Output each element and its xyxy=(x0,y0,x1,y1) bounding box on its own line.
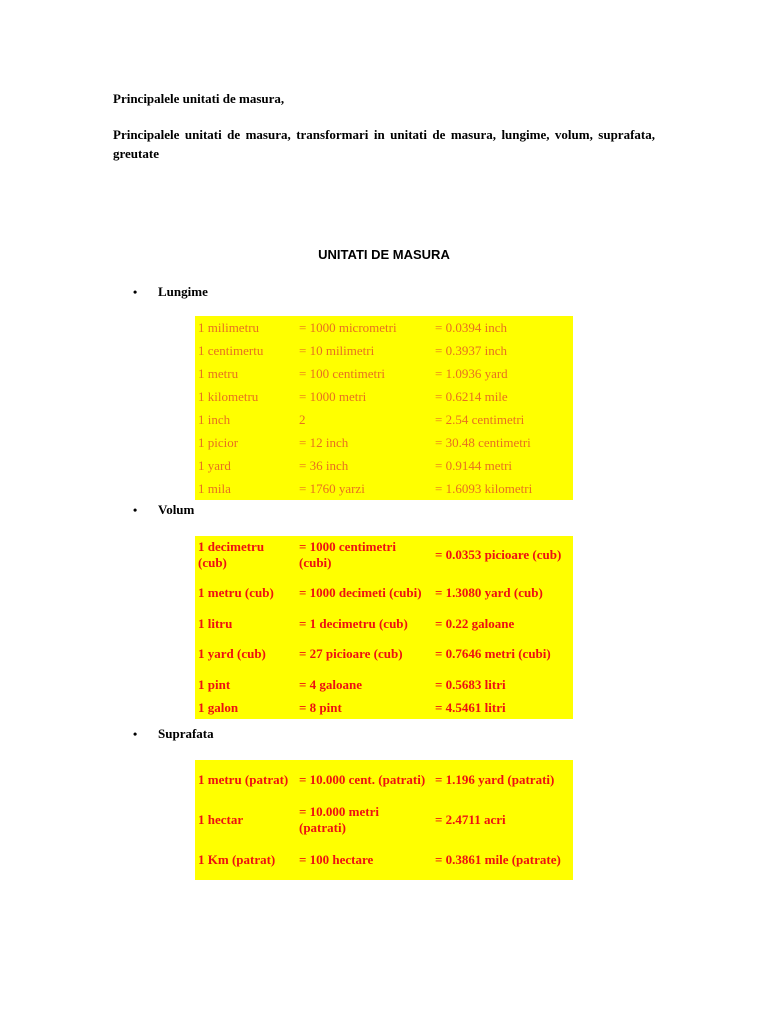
table-row xyxy=(195,477,573,500)
table-cell: 1 metru (cub) xyxy=(198,585,274,600)
table-row xyxy=(195,362,573,385)
table-cell: = 1.6093 kilometri xyxy=(435,480,533,496)
table-cell: = 1.3080 yard (cub) xyxy=(435,585,543,600)
table-cell: 1 pint xyxy=(198,676,231,692)
table-cell: 1 metru (patrat) xyxy=(198,772,289,787)
table-cell: 1 Km (patrat) xyxy=(198,852,276,867)
table-cell: 2 xyxy=(299,411,306,427)
table-cell: 1 yard xyxy=(198,457,231,473)
table-cell: 1 metru xyxy=(198,365,239,381)
table-cell: 1 picior xyxy=(198,434,239,450)
bullet-suprafata xyxy=(133,726,214,742)
table-cell: 1 hectar xyxy=(198,812,244,827)
table-cell: = 100 hectare xyxy=(299,852,374,867)
table-cell: = 4.5461 litri xyxy=(435,699,506,715)
table-cell: = 1000 metri xyxy=(299,388,367,404)
table-cell: 1 decimetru (cub) xyxy=(198,539,265,570)
table-row xyxy=(195,536,573,574)
table-cell: = 36 inch xyxy=(299,457,349,473)
table-row xyxy=(195,454,573,477)
table-cell: = 10.000 cent. (patrati) xyxy=(299,772,426,787)
table-row xyxy=(195,673,573,696)
table-cell: = 100 centimetri xyxy=(299,365,386,381)
table-cell: = 0.5683 litri xyxy=(435,676,506,692)
table-cell: = 4 galoane xyxy=(299,676,363,692)
table-volum xyxy=(195,536,573,719)
table-row xyxy=(195,431,573,454)
table-cell: = 2.54 centimetri xyxy=(435,411,525,427)
table-suprafata xyxy=(195,760,573,880)
document-title-line: Principalele unitati de masura, xyxy=(113,91,285,106)
table-cell: 1 galon xyxy=(198,699,239,715)
table-cell: = 1000 centimetri (cubi) xyxy=(299,539,396,570)
table-cell: = 0.3937 inch xyxy=(435,342,507,358)
table-cell: = 1 decimetru (cub) xyxy=(299,615,408,631)
table-row xyxy=(195,408,573,431)
table-cell: = 2.4711 acri xyxy=(435,812,506,827)
table-cell: 1 litru xyxy=(198,615,233,631)
table-cell: = 0.6214 mile xyxy=(435,388,508,404)
table-cell: = 0.0394 inch xyxy=(435,319,507,335)
bullet-lungime xyxy=(133,284,208,300)
bullet-label-volum: Volum xyxy=(158,502,195,517)
table-cell: 1 yard (cub) xyxy=(198,646,266,661)
table-cell: = 0.9144 metri xyxy=(435,457,513,473)
table-row xyxy=(195,840,573,880)
document-subtitle: Principalele unitati de masura, transformari in unitati de masura, lungime, volum, suprafata, greutate xyxy=(113,127,655,161)
table-cell: 1 mila xyxy=(198,480,231,496)
table-row xyxy=(195,696,573,719)
bullet-label-suprafata: Suprafata xyxy=(158,726,214,741)
bullet-volum xyxy=(133,502,194,518)
bullet-dot-icon: • xyxy=(133,284,138,299)
table-cell: 1 centimertu xyxy=(198,342,264,358)
table-row xyxy=(195,612,573,635)
table-cell: = 1.0936 yard xyxy=(435,365,508,381)
table-row xyxy=(195,760,573,800)
table-cell: = 1.196 yard (patrati) xyxy=(435,772,555,787)
table-cell: = 1760 yarzi xyxy=(299,480,365,496)
table-row xyxy=(195,316,573,339)
table-row xyxy=(195,339,573,362)
table-lungime xyxy=(195,316,573,500)
table-cell: = 10 milimetri xyxy=(299,342,375,358)
table-cell: 1 kilometru xyxy=(198,388,259,404)
table-cell: 1 inch xyxy=(198,411,231,427)
table-cell: = 10.000 metri (patrati) xyxy=(299,804,379,835)
table-row xyxy=(195,800,573,840)
table-row xyxy=(195,635,573,673)
table-cell: = 8 pint xyxy=(299,699,342,715)
table-cell: 1 milimetru xyxy=(198,319,260,335)
table-cell: = 0.3861 mile (patrate) xyxy=(435,852,561,867)
table-cell: = 27 picioare (cub) xyxy=(299,646,403,661)
table-row xyxy=(195,385,573,408)
section-heading: UNITATI DE MASURA xyxy=(318,247,450,262)
table-cell: = 1000 decimeti (cubi) xyxy=(299,585,422,600)
table-cell: = 30.48 centimetri xyxy=(435,434,531,450)
table-row xyxy=(195,574,573,612)
bullet-dot-icon: • xyxy=(133,726,138,741)
table-cell: = 0.7646 metri (cubi) xyxy=(435,646,551,661)
table-cell: = 0.0353 picioare (cub) xyxy=(435,547,562,562)
table-cell: = 12 inch xyxy=(299,434,349,450)
bullet-label-lungime: Lungime xyxy=(158,284,208,299)
table-cell: = 0.22 galoane xyxy=(435,615,515,631)
table-cell: = 1000 micrometri xyxy=(299,319,397,335)
bullet-dot-icon: • xyxy=(133,502,138,517)
